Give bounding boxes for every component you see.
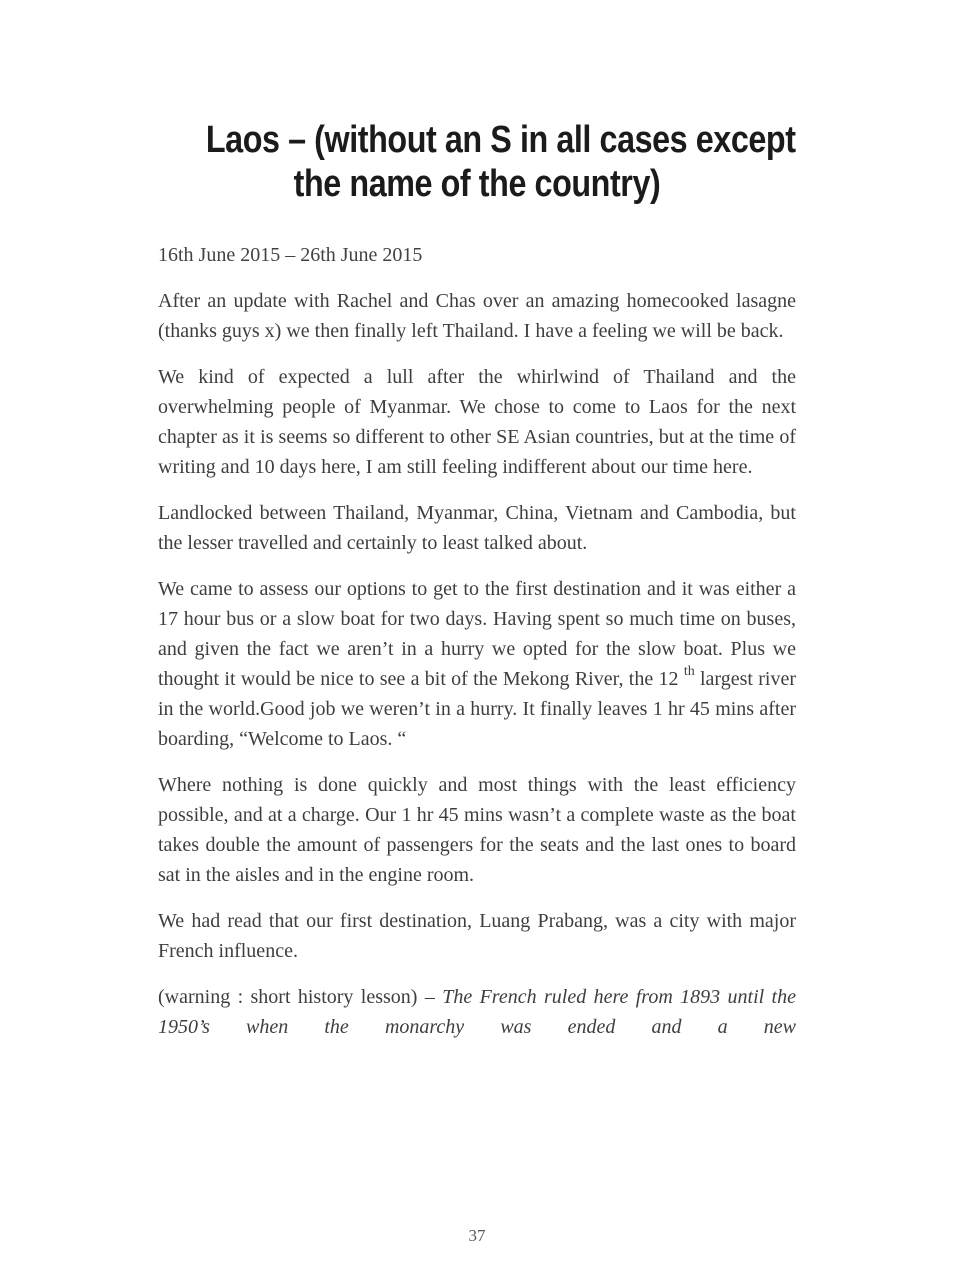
paragraph-history-lesson	[158, 982, 796, 1042]
history-lesson-italic-text: The French ruled here from 1893 until the 1950’s when the monarchy was ended and a new	[158, 986, 796, 1038]
paragraph-landlocked: Landlocked between Thailand, Myanmar, China, Vietnam and Cambodia, but the lesser travelled and certainly to least talked about.	[158, 502, 796, 554]
date-range: 16th June 2015 – 26th June 2015	[158, 244, 423, 266]
page-title-line-1: Laos – (without an S in all cases except	[205, 119, 796, 161]
paragraph-slow-boat-text-cont: largest river in the world.Good job we weren’t in a hurry. It finally leaves 1 hr 45 mins after boarding, “Welcome to Laos. “	[158, 668, 797, 750]
page-title	[158, 118, 796, 206]
paragraph-expectations: We kind of expected a lull after the whirlwind of Thailand and the overwhelming people of Myanmar. We chose to come to Laos for the next chapter as it is seems so different to other SE Asian countries, but at the time of writing and 10 days here, I am still feeling indifferent about our time here.	[158, 366, 796, 478]
paragraph-slow-boat	[158, 574, 796, 754]
paragraph-intro: After an update with Rachel and Chas over an amazing homecooked lasagne (thanks guys x) we then finally left Thailand. I have a feeling we will be back.	[158, 290, 796, 342]
page-number: 37	[468, 1226, 486, 1245]
paragraph-luang-prabang: We had read that our first destination, Luang Prabang, was a city with major French influence.	[158, 910, 796, 962]
history-lesson-label: (warning : short history lesson) –	[158, 986, 443, 1008]
ordinal-superscript: th	[683, 664, 695, 679]
paragraph-efficiency: Where nothing is done quickly and most things with the least efficiency possible, and at a charge. Our 1 hr 45 mins wasn’t a complete waste as the boat takes double the amount of passengers for the seats and the last ones to board sat in the aisles and in the engine room.	[158, 774, 796, 886]
paragraph-slow-boat-text: We came to assess our options to get to the first destination and it was either a 17 hour bus or a slow boat for two days. Having spent so much time on buses, and given the fact we aren’t in a hurry we opted for the slow boat. Plus we thought it would be nice to see a bit of the Mekong River, the 12	[158, 578, 796, 690]
page-content	[158, 0, 796, 1042]
page-title-line-2: the name of the country)	[293, 163, 661, 205]
